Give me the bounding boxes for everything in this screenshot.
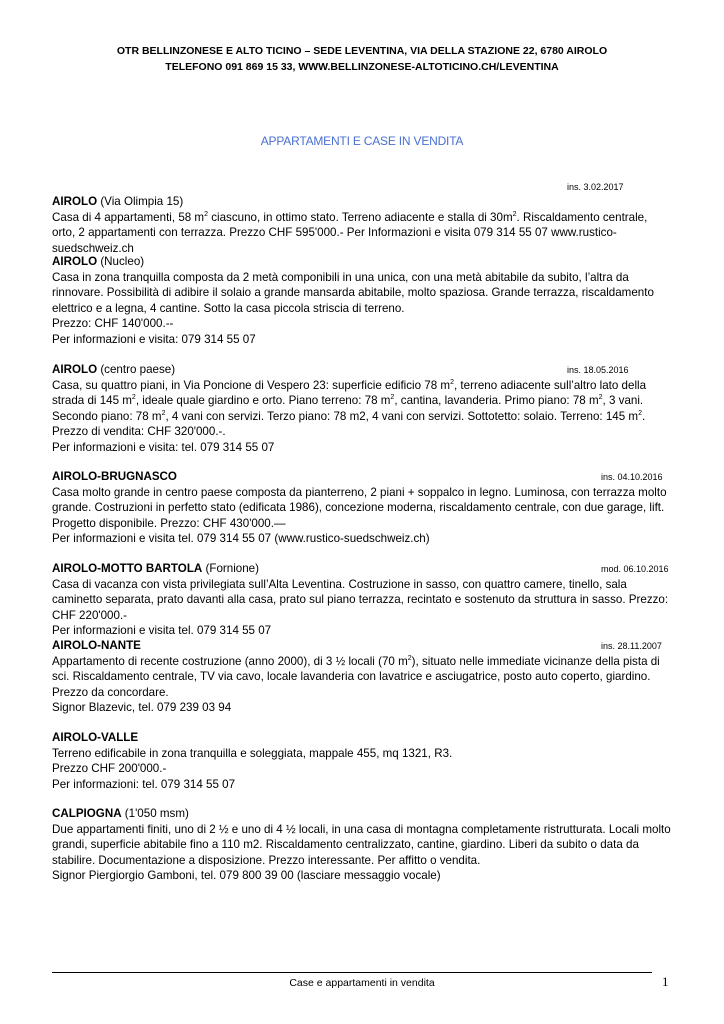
listing-contact: Signor Piergiorgio Gamboni, tel. 079 800 39 00 (lasciare messaggio vocale) [52, 869, 441, 882]
listing-price: Prezzo: CHF 140'000.-- [52, 317, 174, 330]
listing-location: (centro paese) [97, 363, 176, 376]
listing-location: (Via Olimpia 15) [97, 195, 184, 208]
listing-name: AIROLO-BRUGNASCO [52, 470, 177, 483]
listing-description: Appartamento di recente costruzione (anno 2000), di 3 ½ locali (70 $m^2$), situato nelle immediate vicinanze della pista di sci. Riscaldamento centrale, TV via cavo, locale lavanderia con lavatrice e asciugatrice, posto auto coperto, giardino. Prezzo da concordare. [52, 654, 660, 699]
listing-name: CALPIOGNA [52, 807, 122, 820]
listing [52, 254, 672, 347]
footer-divider [52, 972, 652, 973]
listing [52, 638, 672, 716]
header-line-contact: TELEFONO 091 869 15 33, WWW.BELLINZONESE-ALTOTICINO.CH/LEVENTINA [165, 61, 559, 73]
listing-description: Casa in zona tranquilla composta da 2 metà componibili in una unica, con una metà abitabile da subito, l’altra da rinnovare. Possibilità di adibire il solaio a grande mansarda abitabile, molto spaziosa. Grande terrazza, riscaldamento elettrico e a legna, 4 cantine. Sotto la casa piccola striscia di terreno. [52, 270, 654, 315]
listing-description: Casa di vacanza con vista privilegiata sull’Alta Leventina. Costruzione in sasso, con quattro camere, tinello, sala caminetto separata, prato davanti alla casa, prato sul piano terrazza, recintato e sostenuto da struttura in sasso. Prezzo: CHF 220'000.- [52, 577, 669, 622]
listing [52, 194, 672, 256]
listing [52, 730, 672, 792]
listing-contact: Per informazioni e visita: tel. 079 314 55 07 [52, 440, 275, 454]
insertion-date: ins. 04.10.2016 [601, 472, 663, 482]
listing-contact: Per informazioni e visita: 079 314 55 07 [52, 332, 256, 346]
listing-name: AIROLO-NANTE [52, 639, 141, 652]
listing-contact: Per informazioni e visita tel. 079 314 55 07 (www.rustico-suedschweiz.ch) [52, 532, 430, 545]
document-header [0, 43, 724, 75]
listing-location: (Fornione) [202, 562, 259, 575]
listing-contact: Per informazioni e visita tel. 079 314 55 07 [52, 624, 272, 637]
listing-name: AIROLO-VALLE [52, 731, 139, 744]
listing-description: Casa di 4 appartamenti, 58 $m^2$ ciascuno, in ottimo stato. Terreno adiacente e stalla di $30m^2$. Riscaldamento centrale, orto, 2 appartamenti con terrazza. Prezzo CHF 595'000.- Per Informazioni e visita 079 314 55 07 www.rustico-suedschweiz.ch [52, 210, 648, 255]
listing [52, 561, 672, 639]
listing-location: (Nucleo) [97, 255, 145, 268]
listing-description: Terreno edificabile in zona tranquilla e soleggiata, mappale 455, mq 1321, R3. [52, 746, 453, 760]
insertion-date: ins. 28.11.2007 [601, 641, 662, 651]
header-line-address: OTR BELLINZONESE E ALTO TICINO – SEDE LEVENTINA, VIA DELLA STAZIONE 22, 6780 AIROLO [116, 45, 608, 57]
listing-description: Casa, su quattro piani, in Via Poncione di Vespero 23: superficie edificio 78 $m^2$, terreno adiacente sull’altro lato della strada di 145 $m^2$, ideale quale giardino e orto. Piano terreno: 78 $m^2$, cantina, lavanderia. Primo piano: 78 $m^2$, 3 vani. Secondo piano: 78 $m^2$, 4 vani con servizi. Terzo piano: 78 m2, 4 vani con servizi. Sottotetto: solaio. Terreno: 145 $m^2$. [52, 378, 647, 423]
listing-name: AIROLO-MOTTO BARTOLA [52, 562, 203, 575]
listing-name: AIROLO [52, 363, 98, 376]
page-number: 1 [662, 974, 669, 989]
listing [52, 469, 672, 547]
listing-name: AIROLO [52, 195, 98, 208]
listing-contact: Signor Blazevic, tel. 079 239 03 94 [52, 701, 232, 714]
footer-title: Case e appartamenti in vendita [289, 977, 435, 989]
listing [52, 806, 672, 884]
insertion-date: ins. 3.02.2017 [567, 182, 624, 192]
insertion-date: ins. 18.05.2016 [567, 365, 629, 375]
listing-description: Due appartamenti finiti, uno di 2 ½ e uno di 4 ½ locali, in una casa di montagna completamente ristrutturata. Locali molto grandi, superficie abitabile fino a 110 m2. Riscaldamento centralizzato, cantine, giardino. Liberi da subito o data da stabilire. Documentazione a disposizione. Prezzo interessante. Per affitto o vendita. [52, 822, 671, 867]
listing-contact: Per informazioni: tel. 079 314 55 07 [52, 777, 236, 791]
page-title: APPARTAMENTI E CASE IN VENDITA [260, 134, 464, 148]
listing-price: Prezzo CHF 200'000.- [52, 762, 167, 775]
listing-location: (1'050 msm) [121, 807, 189, 820]
listing [52, 362, 672, 455]
listing-description: Casa molto grande in centro paese composta da pianterreno, 2 piani + soppalco in legno. Luminosa, con terrazza molto grande. Costruzioni in perfetto stato (edificata 1986), concezione moderna, riscaldamento centrale, con due garage, lift. Progetto disponibile. Prezzo: CHF 430'000.— [52, 485, 667, 530]
listing-price: Prezzo di vendita: CHF 320'000.-. [52, 425, 226, 438]
listing-name: AIROLO [52, 255, 98, 268]
insertion-date: mod. 06.10.2016 [601, 564, 669, 574]
